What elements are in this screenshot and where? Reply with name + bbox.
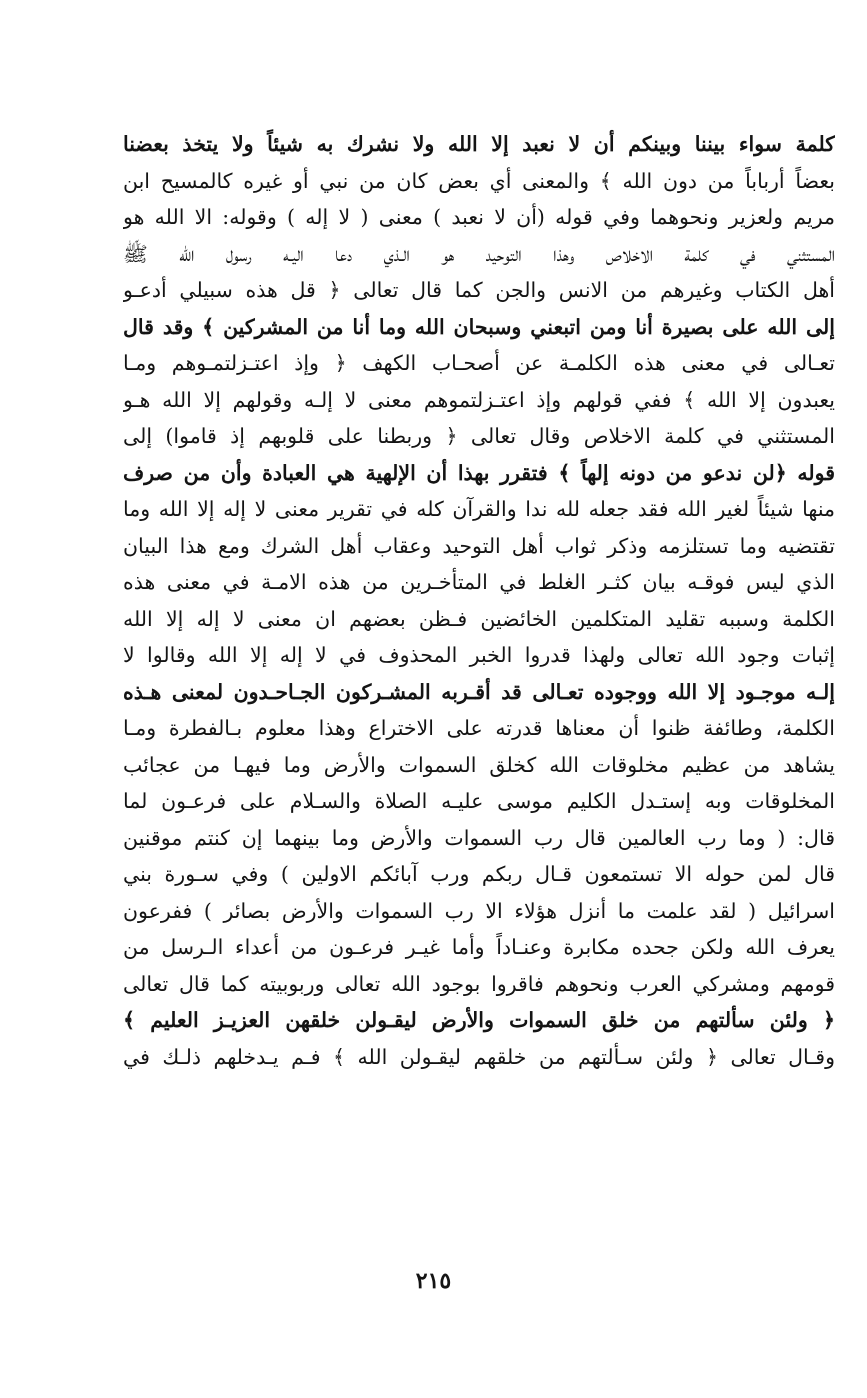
body-text: [123, 126, 835, 1075]
text-line: يعرف الله ولكن جحده مكابرة وعنـاداً وأما غيـر فرعـون من أعداء الـرسل من: [123, 935, 835, 959]
page-number: ٢١٥: [415, 1268, 452, 1294]
text-line: يشاهد من عظيم مخلوقات الله كخلق السموات والأرض وما فيهـا من عجائب: [123, 752, 835, 777]
text-line: الكلمة وسببه تقليد المتكلمين الخائضين فـظن بعضهم ان معنى لا إله إلا الله: [123, 606, 835, 631]
text-line: منها شيئاً لغير الله فقد جعله لله ندا والقرآن كله في تقرير معنى لا إله إلا الله وما: [123, 497, 835, 521]
text-line: اسرائيل ( لقد علمت ما أنزل هؤلاء الا رب السموات والأرض بصائر ) ففرعون: [123, 898, 835, 923]
text-line: قوله ﴿لن ندعو من دونه إلهاً ﴾ فتقرر بهذا أن الإلهية هي العبادة وأن من صرف: [123, 460, 835, 485]
text-line: الكلمة، وطائفة ظنوا أن معناها قدرته على الاختراع وهذا معلوم بـالفطرة ومـا: [123, 716, 835, 740]
text-line: قومهم ومشركي العرب ونحوهم فاقروا بوجود الله تعالى وربوبيته كما قال تعالى: [123, 971, 835, 996]
text-line: المخلوقات وبه إستـدل الكليم موسى عليـه الصلاة والسـلام على فرعـون لما: [123, 789, 835, 813]
text-line: قال لمن حوله الا تستمعون قـال ربكم ورب آبائكم الاولين ) وفي سـورة بني: [123, 862, 835, 886]
text-line: مريم ولعزير ونحوهما وفي قوله (أن لا نعبد ) معنى ( لا إله ) وقوله: الا الله هو: [123, 205, 835, 229]
text-line: تقتضيه وما تستلزمه وذكر ثواب أهل التوحيد وعقاب أهل الشرك ومع هذا البيان: [123, 533, 835, 558]
text-line: الذي ليس فوقـه بيان كثـر الغلط في المتأخـرين من هذه الامـة في معنى هذه: [123, 570, 835, 594]
text-line: أهل الكتاب وغيرهم من الانس والجن كما قال تعالى ﴿ قل هذه سبيلي أدعـو: [123, 278, 835, 302]
text-line: بعضاً أرباباً من دون الله ﴾ والمعنى أي بعض كان من نبي أو غيره كالمسيح ابن: [123, 168, 835, 193]
text-line: يعبدون إلا الله ﴾ ففي قولهم وإذ اعتـزلتموهم معنى لا إلـه وقولهم إلا الله هـو: [123, 387, 835, 412]
text-line: قال: ( وما رب العالمين قال رب السموات والأرض وما بينهما إن كنتم موقنين: [123, 825, 835, 850]
text-line: المستثني في كلمة الاخلاص وهذا التوحيد هو الـذي دعا اليـه رسول الله ﷺ: [123, 241, 835, 266]
text-line: إلـه موجـود إلا الله ووجوده تعـالى قد أقـربه المشـركون الجـاحـدون لمعنى هـذه: [123, 679, 835, 704]
text-line: إثبات وجود الله تعالى ولهذا قدروا الخبر المحذوف في لا إله إلا الله وقالوا لا: [123, 643, 835, 667]
text-line: وقـال تعالى ﴿ ولئن سـألتهم من خلقهم ليقـولن الله ﴾ فـم يـدخلهم ذلـك في: [123, 1044, 835, 1069]
text-line: إلى الله على بصيرة أنا ومن اتبعني وسبحان الله وما أنا من المشركين ﴾ وقد قال: [123, 314, 835, 339]
text-line: كلمة سواء بيننا وبينكم أن لا نعبد إلا الله ولا نشرك به شيئاً ولا يتخذ بعضنا: [123, 132, 835, 156]
text-line: تعـالى في معنى هذه الكلمـة عن أصحـاب الكهف ﴿ وإذ اعتـزلتمـوهم ومـا: [123, 351, 835, 375]
text-line: المستثني في كلمة الاخلاص وقال تعالى ﴿ وربطنا على قلوبهم إذ قاموا) إلى: [123, 424, 835, 448]
text-line: ﴿ ولئن سألتهم من خلق السموات والأرض ليقـولن خلقهن العزيـز العليم ﴾: [123, 1008, 835, 1032]
